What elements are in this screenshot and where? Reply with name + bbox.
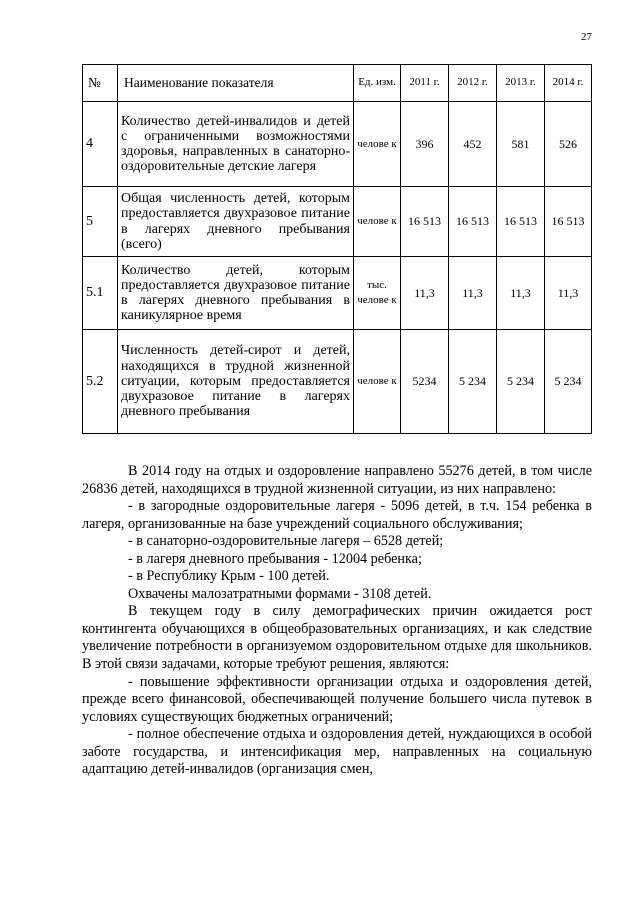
row-value-2012: 452 xyxy=(449,102,497,187)
page-number: 27 xyxy=(581,31,592,43)
row-value-2013: 5 234 xyxy=(497,330,545,434)
paragraph: - в Республику Крым - 100 детей. xyxy=(128,568,330,585)
indicators-table xyxy=(82,64,592,434)
row-number: 5 xyxy=(83,187,118,257)
row-value-2014: 16 513 xyxy=(545,187,592,257)
row-value-2014: 11,3 xyxy=(545,257,592,330)
row-value-2012: 5 234 xyxy=(449,330,497,434)
row-number: 5.1 xyxy=(83,257,118,330)
paragraph: В текущем году в силу демографических причин ожидается рост контингента обучающихся в общеобразовательных организациях, и как следствие увеличение потребности в организуемом оздоровительном отдыхе для школьников. В этой связи задачами, которые требуют решения, являются: xyxy=(82,603,592,673)
paragraph: Охвачены малозатратными формами - 3108 детей. xyxy=(128,585,432,602)
row-indicator-name: Количество детей, которым предоставляется двухразовое питание в лагерях дневного пребывания в каникулярное время xyxy=(118,257,354,330)
row-indicator-name: Численность детей-сирот и детей, находящихся в трудной жизненной ситуации, которым предоставляется двухразовое питание в лагерях дневного пребывания xyxy=(118,330,354,434)
paragraph: - в загородные оздоровительные лагеря - 5096 детей, в т.ч. 154 ребенка в лагеря, организованные на базе учреждений социального обслуживания; xyxy=(82,498,592,532)
header-year-2012: 2012 г. xyxy=(449,65,497,102)
row-number: 5.2 xyxy=(83,330,118,434)
header-number: № xyxy=(83,65,118,102)
row-value-2014: 526 xyxy=(545,102,592,187)
paragraph: - в санаторно-оздоровительные лагеря – 6528 детей; xyxy=(128,533,444,550)
header-year-2011: 2011 г. xyxy=(401,65,449,102)
header-year-2013: 2013 г. xyxy=(497,65,545,102)
row-value-2011: 5234 xyxy=(401,330,449,434)
row-value-2011: 396 xyxy=(401,102,449,187)
paragraph: В 2014 году на отдых и оздоровление направлено 55276 детей, в том числе 26836 детей, находящихся в трудной жизненной ситуации, из них направлено: xyxy=(82,463,592,497)
row-value-2013: 11,3 xyxy=(497,257,545,330)
row-indicator-name: Общая численность детей, которым предоставляется двухразовое питание в лагерях дневного пребывания (всего) xyxy=(118,187,354,257)
body-text xyxy=(82,463,592,779)
paragraph: - полное обеспечение отдыха и оздоровления детей, нуждающихся в особой заботе государства, и интенсификация мер, направленных на социальную адаптацию детей-инвалидов (организация смен, xyxy=(82,726,592,778)
table-row xyxy=(83,187,592,257)
row-value-2011: 16 513 xyxy=(401,187,449,257)
header-indicator-name: Наименование показателя xyxy=(118,65,354,102)
header-unit: Ед. изм. xyxy=(354,65,401,102)
row-value-2012: 16 513 xyxy=(449,187,497,257)
row-value-2013: 16 513 xyxy=(497,187,545,257)
row-unit: челове к xyxy=(354,102,401,187)
header-year-2014: 2014 г. xyxy=(545,65,592,102)
row-unit: челове к xyxy=(354,187,401,257)
table-row xyxy=(83,330,592,434)
row-unit: челове к xyxy=(354,330,401,434)
row-value-2011: 11,3 xyxy=(401,257,449,330)
row-value-2014: 5 234 xyxy=(545,330,592,434)
row-indicator-name: Количество детей-инвалидов и детей с ограниченными возможностями здоровья, направленных в санаторно-оздоровительные детские лагеря xyxy=(118,102,354,187)
table-row xyxy=(83,257,592,330)
table-row xyxy=(83,102,592,187)
paragraph: - повышение эффективности организации отдыха и оздоровления детей, прежде всего финансовой, обеспечивающей получение большего числа путевок в условиях существующих бюджетных ограничений; xyxy=(82,673,592,725)
row-value-2012: 11,3 xyxy=(449,257,497,330)
row-value-2013: 581 xyxy=(497,102,545,187)
paragraph: - в лагеря дневного пребывания - 12004 ребенка; xyxy=(128,550,422,567)
row-unit: тыс. челове к xyxy=(354,257,401,330)
table-header-row xyxy=(83,65,592,102)
row-number: 4 xyxy=(83,102,118,187)
